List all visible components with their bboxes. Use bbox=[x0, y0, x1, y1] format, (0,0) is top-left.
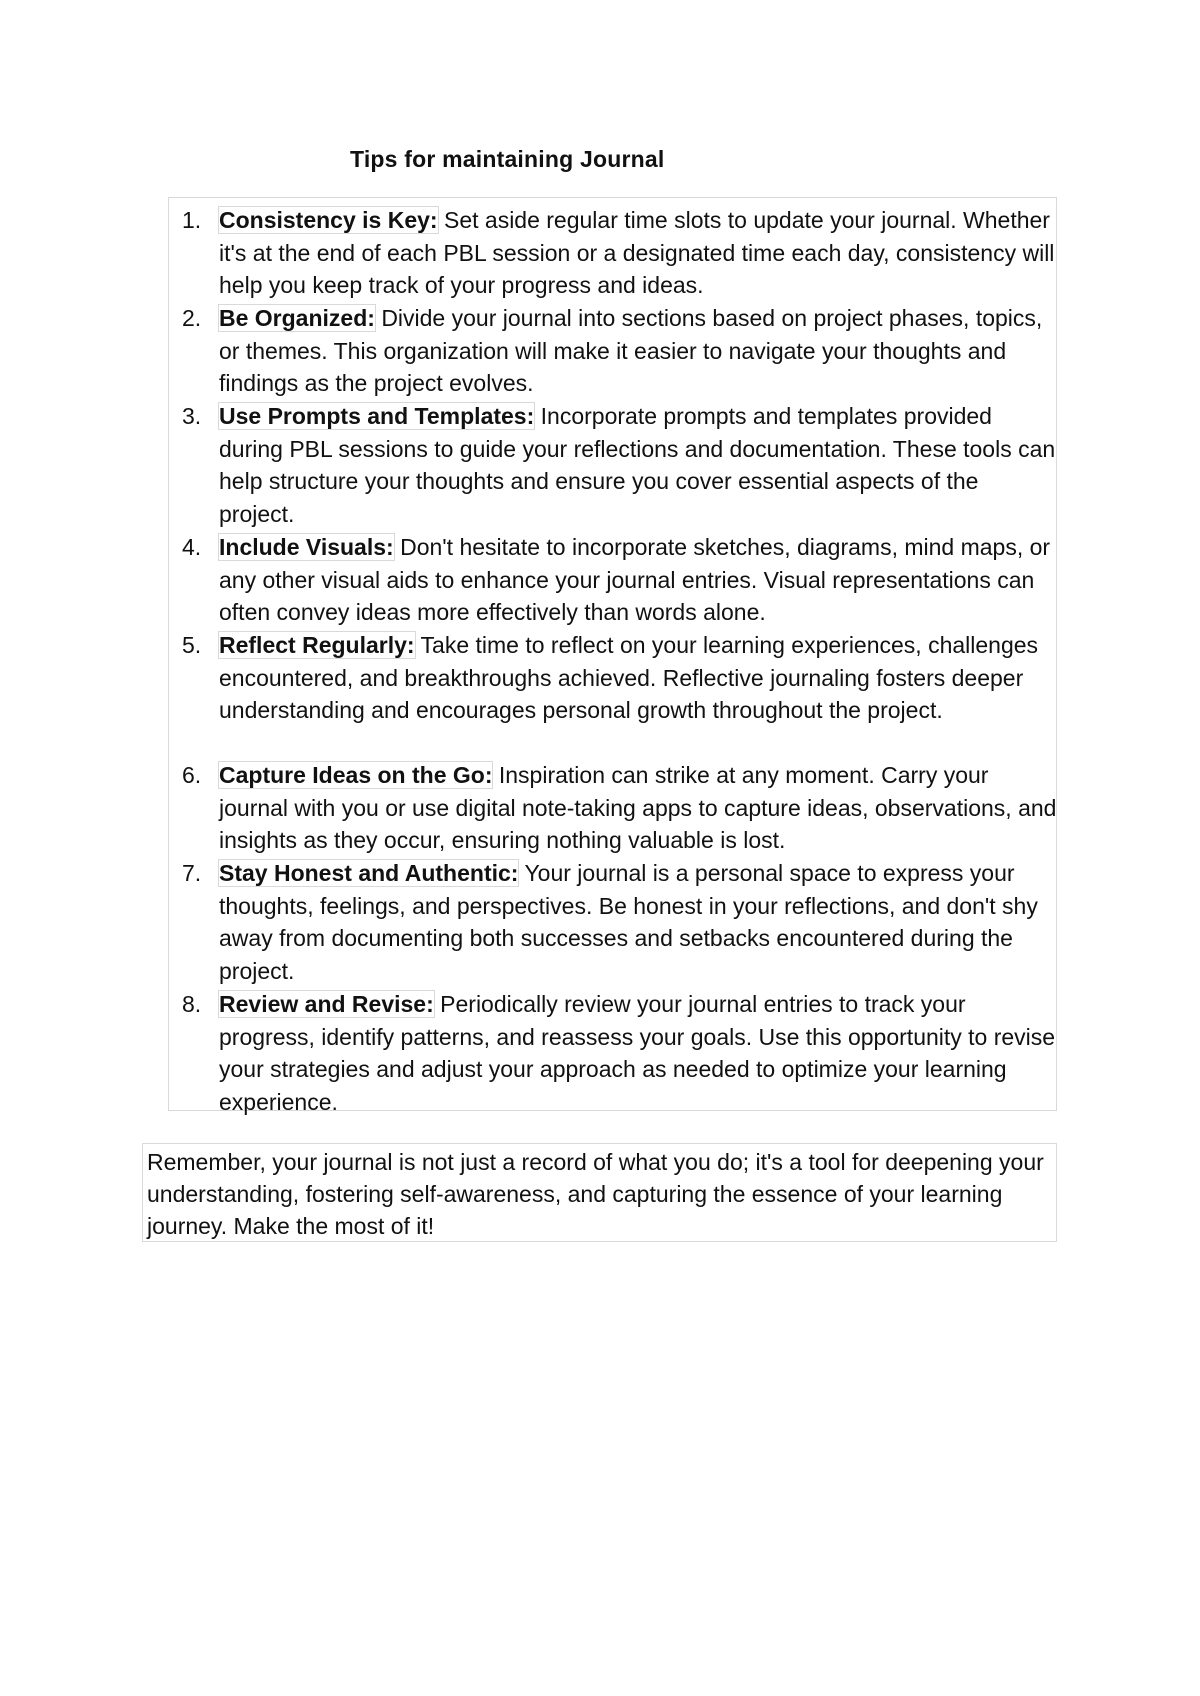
tip-heading: Use Prompts and Templates: bbox=[219, 403, 535, 429]
tip-body bbox=[219, 629, 1057, 727]
closing-note: Remember, your journal is not just a record of what you do; it's a tool for deepening your understanding, fostering self-awareness, and capturing the essence of your learning journey. Make the most of it! bbox=[142, 1143, 1057, 1242]
tip-heading: Review and Revise: bbox=[219, 991, 434, 1017]
tip-body bbox=[219, 857, 1057, 987]
tip-number: 2. bbox=[182, 305, 202, 331]
tip-number: 6. bbox=[182, 762, 202, 788]
tip-heading: Be Organized: bbox=[219, 305, 375, 331]
tip-number: 7. bbox=[182, 860, 202, 886]
tips-list-box bbox=[168, 197, 1057, 1115]
tip-text: Periodically review your journal entries to track your progress, identify patterns, and reassess your goals. Use this opportunity to revise your strategies and adjust your approach as needed to optimize your learning experience. bbox=[219, 991, 1056, 1115]
tip-text: Your journal is a personal space to express your thoughts, feelings, and perspectives. Be honest in your reflections, and don't shy away from documenting both successes and setbacks encountered during the project. bbox=[219, 860, 1038, 984]
tip-body bbox=[219, 531, 1057, 629]
tip-heading: Capture Ideas on the Go: bbox=[219, 762, 493, 788]
page-title: Tips for maintaining Journal bbox=[350, 146, 665, 172]
tip-heading: Include Visuals: bbox=[219, 534, 394, 560]
tip-number: 4. bbox=[182, 534, 202, 560]
tip-heading: Stay Honest and Authentic: bbox=[219, 860, 519, 886]
tip-body bbox=[219, 759, 1057, 857]
tip-number: 1. bbox=[182, 207, 202, 233]
tip-number: 5. bbox=[182, 632, 202, 658]
tip-text: Don't hesitate to incorporate sketches, diagrams, mind maps, or any other visual aids to enhance your journal entries. Visual representations can often convey ideas more effectively than words alone. bbox=[219, 534, 1051, 626]
tip-heading: Consistency is Key: bbox=[219, 207, 438, 233]
tip-body bbox=[219, 302, 1057, 400]
tip-text: Set aside regular time slots to update your journal. Whether it's at the end of each PBL session or a designated time each day, consistency will help you keep track of your progress and ideas. bbox=[219, 207, 1055, 299]
tip-text: Inspiration can strike at any moment. Carry your journal with you or use digital note-taking apps to capture ideas, observations, and insights as they occur, ensuring nothing valuable is lost. bbox=[219, 762, 1057, 854]
tip-heading: Reflect Regularly: bbox=[219, 632, 415, 658]
tip-body bbox=[219, 400, 1057, 530]
tip-number: 8. bbox=[182, 991, 202, 1017]
tip-text: Incorporate prompts and templates provided during PBL sessions to guide your reflections and documentation. These tools can help structure your thoughts and ensure you cover essential aspects of the project. bbox=[219, 403, 1056, 527]
tip-body bbox=[219, 204, 1057, 302]
tip-text: Take time to reflect on your learning experiences, challenges encountered, and breakthroughs achieved. Reflective journaling fosters deeper understanding and encourages personal growth throughout the project. bbox=[219, 632, 1039, 724]
tip-body bbox=[219, 988, 1057, 1118]
tip-number: 3. bbox=[182, 403, 202, 429]
tip-text: Divide your journal into sections based on project phases, topics, or themes. This organization will make it easier to navigate your thoughts and findings as the project evolves. bbox=[219, 305, 1043, 397]
